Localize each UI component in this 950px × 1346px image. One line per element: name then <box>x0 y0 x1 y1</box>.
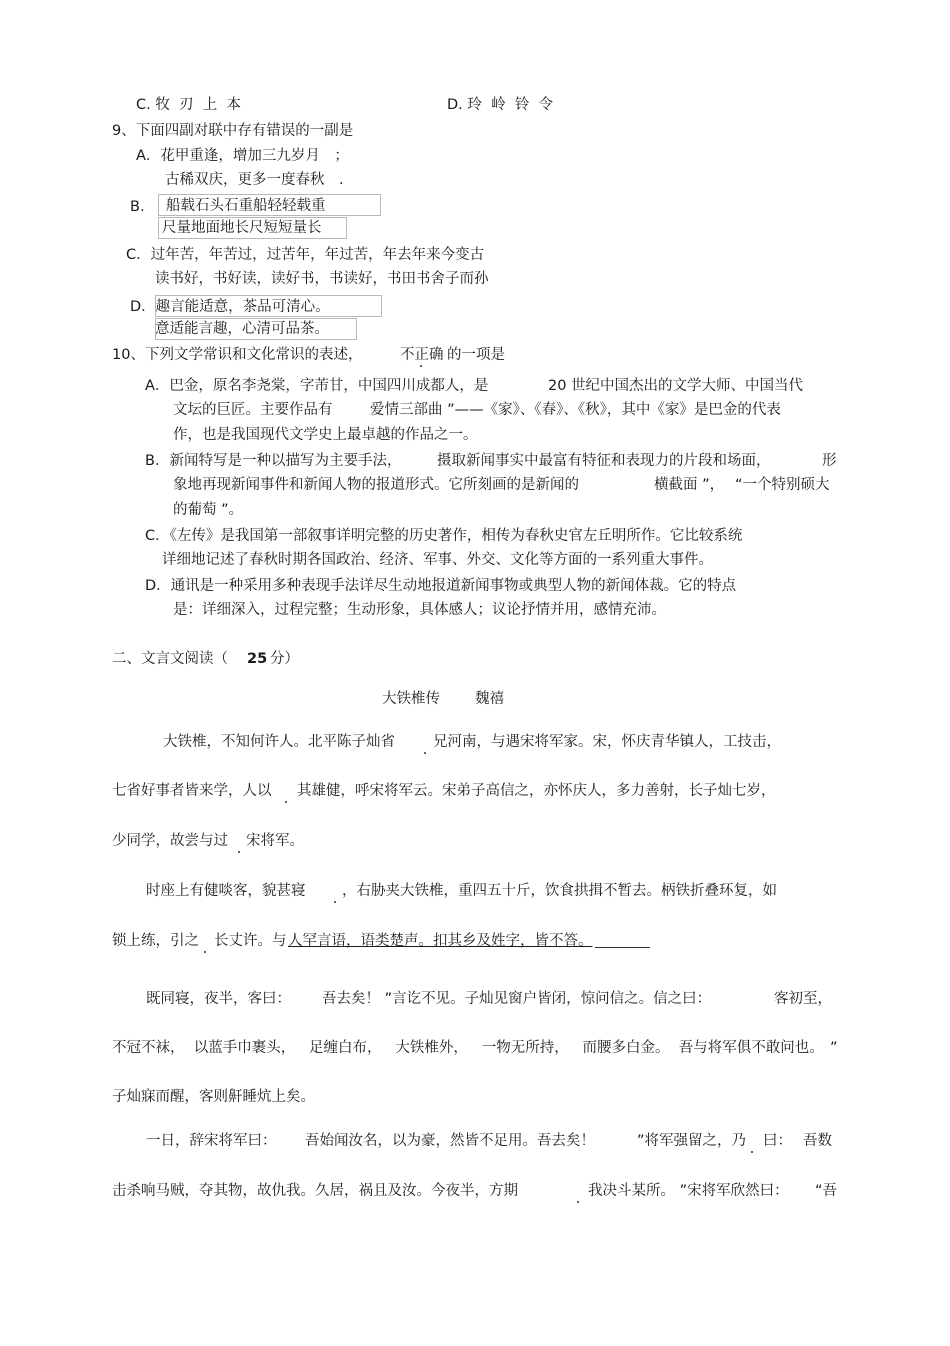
q10-option-a-line3: 作，也是我国现代文学史上最卓越的作品之一。 <box>173 427 478 443</box>
passage-p6a: 既同寝，夜半，客曰： <box>146 991 291 1007</box>
passage-p7: 不冠不袜， 以蓝手巾裹头， 足缠白布， 大铁椎外， 一物无所持， 而腰多白金。 吾与将军俱不敢问也。 <box>112 1040 824 1056</box>
passage-p1b: 兄河南，与遇宋将军家。宋，怀庆青华镇人，工技击， <box>433 734 781 750</box>
q9-option-c-line2: 读书好，书好读，读好书，书读好，书田书舍子而孙 <box>155 271 489 287</box>
passage-p9c: ”将军强留之，乃 <box>637 1133 747 1149</box>
q8-option-c: C. 牧 刃 上 本 <box>136 97 241 113</box>
emphasis-dot <box>424 752 426 754</box>
passage-p9e: 吾数 <box>803 1133 832 1149</box>
q9-option-a-line2: 古稀双庆，更多一度春秋 . <box>165 172 344 188</box>
q10-option-d-line1: D．通讯是一种采用多种表现手法详尽生动地报道新闻事物或典型人物的新闻体裁。它的特点 <box>145 578 737 594</box>
section2-heading-score: 25 <box>247 651 268 667</box>
q9-option-a-line1: A．花甲重逢，增加三九岁月 ； <box>136 148 349 164</box>
q10-option-c-line2: 详细地记述了春秋时期各国政治、经济、军事、外交、文化等方面的一系列重大事件。 <box>162 552 713 568</box>
q10-option-c-line1: C．《左传》是我国第一部叙事详明完整的历史著作，相传为春秋史官左丘明所作。它比较系统 <box>145 528 743 544</box>
q10-stem-emphasis: 不正确 <box>400 347 444 363</box>
q10-option-b-line2c: “一个特别硕大 <box>735 477 830 493</box>
q10-option-b-line1b: 摄取新闻事实中最富有特征和表现力的片段和场面， <box>437 453 771 469</box>
passage-p9d: 曰： <box>763 1133 792 1149</box>
passage-p2a: 七省好事者皆来学，人以 <box>112 783 272 799</box>
q9-option-b-line1: 船载石头石重船轻轻载重 <box>166 198 326 214</box>
q10-stem-part1: 10、下列文学常识和文化常识的表述， <box>112 347 363 363</box>
q10-option-b-line3: 的葡萄 ”。 <box>173 502 244 518</box>
passage-p6c: 客初至， <box>774 991 832 1007</box>
passage-p9a: 一日，辞宋将军曰： <box>146 1133 277 1149</box>
passage-p5b: 长丈许。与 <box>214 933 287 949</box>
emphasis-dot <box>577 1201 579 1203</box>
passage-p3a: 少同学，故尝与过 <box>112 833 228 849</box>
passage-p10c: “吾 <box>815 1183 838 1199</box>
q10-option-b-line2a: 象地再现新闻事件和新闻人物的报道形式。它所刻画的是新闻的 <box>173 477 579 493</box>
passage-p5a: 锁上练，引之 <box>112 933 199 949</box>
q9-option-c-line1: C．过年苦，年苦过，过苦年，年过苦，年去年来今变古 <box>126 247 485 263</box>
passage-p6b: 吾去矣！ ”言讫不见。子灿见窗户皆闭，惊问信之。信之曰： <box>322 991 712 1007</box>
passage-p2b: 其雄健，呼宋将军云。宋弟子高信之，亦怀庆人，多力善射，长子灿七岁， <box>297 783 776 799</box>
passage-p4a: 时座上有健啖客，貌甚寝 <box>146 883 306 899</box>
emphasis-dot <box>420 365 422 367</box>
q10-option-b-line2b: 横截面 ”， <box>654 477 725 493</box>
q10-stem-part2: 的一项是 <box>447 347 505 363</box>
passage-p9b: 吾始闻汝名，以为豪，然皆不足用。吾去矣！ <box>305 1133 595 1149</box>
q9-option-b-label: B. <box>130 199 145 215</box>
q10-option-b-line1a: B．新闻特写是一种以描写为主要手法， <box>145 453 402 469</box>
emphasis-dot <box>285 801 287 803</box>
passage-p10a: 击杀响马贼，夺其物，故仇我。久居，祸且及汝。今夜半，方期 <box>112 1183 518 1199</box>
passage-p8: 子灿寐而醒，客则鼾睡炕上矣。 <box>112 1089 315 1105</box>
q10-option-a-line1b: 20 世纪中国杰出的文学大师、中国当代 <box>548 378 804 394</box>
q9-option-d-line1: D．趣言能适意，茶品可清心。 <box>130 299 330 315</box>
passage-p3b: 宋将军。 <box>246 833 304 849</box>
passage-p1a: 大铁椎，不知何许人。北平陈子灿省 <box>163 734 395 750</box>
section2-heading-c: 分） <box>270 651 299 667</box>
answer-blank-line <box>595 947 650 948</box>
q10-option-a-line2b: 爱情三部曲 ”——《家》、《春》、《秋》，其中《家》是巴金的代表 <box>370 402 781 418</box>
emphasis-dot <box>751 1151 753 1153</box>
passage-p4b: ，右胁夹大铁椎，重四五十斤，饮食拱揖不暂去。柄铁折叠环复，如 <box>342 883 777 899</box>
q9-option-d-line2: 意适能言趣，心清可品茶。 <box>155 321 329 337</box>
q10-option-d-line2: 是：详细深入，过程完整；生动形象，具体感人；议论抒情并用，感情充沛。 <box>173 602 666 618</box>
section2-heading-a: 二、文言文阅读（ <box>112 651 228 667</box>
q9-option-b-line2: 尺量地面地长尺短短量长 <box>162 220 322 236</box>
passage-author: 魏禧 <box>475 691 504 707</box>
q10-option-b-line1c: 形 <box>822 453 837 469</box>
q10-option-a-line1a: A．巴金，原名李尧棠，字芾甘，中国四川成都人，是 <box>145 378 489 394</box>
q8-option-d: D. 玲 岭 铃 令 <box>447 97 554 113</box>
passage-p10b: 我决斗某所。 ”宋将军欣然曰： <box>588 1183 789 1199</box>
emphasis-dot <box>238 851 240 853</box>
passage-p5c-underlined: 人罕言语，语类楚声。扣其乡及姓字，皆不答。 <box>288 933 593 949</box>
emphasis-dot <box>334 901 336 903</box>
q10-option-a-line2a: 文坛的巨匠。主要作品有 <box>173 402 333 418</box>
q9-stem: 9、下面四副对联中存有错误的一副是 <box>112 123 354 139</box>
emphasis-dot <box>204 951 206 953</box>
passage-p7-end: ” <box>830 1040 838 1056</box>
passage-title: 大铁椎传 <box>382 691 440 707</box>
